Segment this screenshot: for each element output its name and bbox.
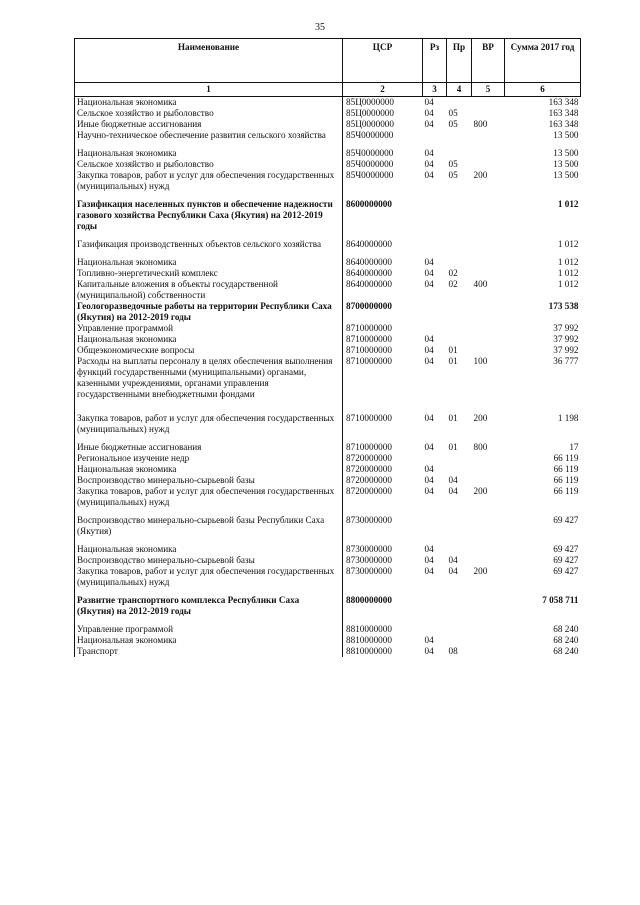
row-rz — [423, 239, 447, 257]
row-pr — [447, 624, 472, 635]
table-row — [75, 356, 581, 413]
table-row — [75, 130, 581, 148]
row-pr — [447, 148, 472, 159]
row-pr: 01 — [448, 413, 458, 423]
row-pr: 08 — [448, 646, 458, 656]
row-csr: 8710000000 — [346, 442, 392, 452]
row-sum: 1 012 — [557, 268, 579, 278]
row-name: Национальная экономика — [75, 97, 343, 109]
row-sum: 66 119 — [553, 453, 579, 463]
column-number: 6 — [505, 83, 581, 97]
row-rz: 04 — [424, 486, 434, 496]
row-sum: 1 012 — [557, 199, 579, 209]
row-sum: 69 427 — [553, 515, 579, 525]
row-csr: 8600000000 — [346, 199, 392, 209]
row-vr — [472, 239, 505, 257]
row-name: Воспроизводство минерально-сырьевой базы — [75, 555, 343, 566]
row-sum: 36 777 — [553, 356, 579, 366]
row-vr — [472, 159, 505, 170]
table-row — [75, 199, 581, 239]
row-rz: 04 — [424, 119, 434, 129]
row-name: Транспорт — [75, 646, 343, 657]
row-csr: 8640000000 — [346, 268, 392, 278]
row-name: Иные бюджетные ассигнования — [75, 119, 343, 130]
row-sum: 68 240 — [553, 646, 579, 656]
row-rz — [423, 453, 447, 464]
row-name: Газификация производственных объектов сельского хозяйства — [75, 239, 343, 257]
row-sum: 66 119 — [553, 486, 579, 496]
row-csr: 8710000000 — [346, 323, 392, 333]
row-vr — [472, 108, 505, 119]
row-vr: 400 — [473, 279, 488, 289]
row-rz: 04 — [424, 464, 434, 474]
row-vr — [472, 97, 505, 109]
row-rz: 04 — [424, 566, 434, 576]
row-name: Национальная экономика — [75, 635, 343, 646]
row-pr — [447, 257, 472, 268]
row-pr — [447, 544, 472, 555]
row-csr: 85Ц0000000 — [346, 108, 394, 118]
row-pr: 02 — [448, 279, 458, 289]
row-csr: 8810000000 — [346, 646, 392, 656]
row-name: Национальная экономика — [75, 544, 343, 555]
row-csr: 8730000000 — [346, 566, 392, 576]
column-number: 1 — [75, 83, 343, 97]
table-row — [75, 119, 581, 130]
row-name: Научно-техническое обеспечение развития сельского хозяйства — [75, 130, 343, 148]
row-sum: 7 058 711 — [542, 595, 579, 605]
row-vr — [472, 334, 505, 345]
row-rz — [423, 301, 447, 323]
row-rz: 04 — [424, 97, 434, 107]
row-rz: 04 — [424, 544, 434, 554]
row-sum: 37 992 — [553, 345, 579, 355]
row-rz — [423, 595, 447, 624]
column-number: 3 — [423, 83, 447, 97]
row-sum: 69 427 — [553, 566, 579, 576]
table-row — [75, 279, 581, 301]
row-vr — [472, 323, 505, 334]
table-row — [75, 97, 581, 109]
row-vr: 200 — [473, 566, 488, 576]
row-rz: 04 — [424, 148, 434, 158]
row-sum: 37 992 — [553, 334, 579, 344]
row-vr — [472, 624, 505, 635]
column-number: 4 — [447, 83, 472, 97]
row-csr: 8720000000 — [346, 464, 392, 474]
row-name: Управление программой — [75, 624, 343, 635]
row-csr: 8640000000 — [346, 239, 392, 249]
page-number: 35 — [315, 22, 325, 33]
row-pr: 04 — [448, 566, 458, 576]
table-row — [75, 301, 581, 323]
row-pr: 04 — [448, 555, 458, 565]
row-vr — [472, 464, 505, 475]
row-vr — [472, 301, 505, 323]
row-name: Закупка товаров, работ и услуг для обеспечения государственных (муниципальных) нужд — [75, 486, 343, 515]
row-name: Закупка товаров, работ и услуг для обеспечения государственных (муниципальных) нужд — [75, 566, 343, 595]
row-csr: 8710000000 — [346, 334, 392, 344]
row-csr: 85Ч0000000 — [346, 159, 394, 169]
row-rz: 04 — [424, 635, 434, 645]
table-row — [75, 544, 581, 555]
row-vr — [472, 475, 505, 486]
row-csr: 8810000000 — [346, 624, 392, 634]
budget-table — [74, 38, 581, 657]
column-number: 2 — [343, 83, 423, 97]
row-pr: 01 — [448, 345, 458, 355]
row-sum: 68 240 — [553, 635, 579, 645]
row-rz — [423, 515, 447, 544]
row-sum: 1 012 — [557, 257, 579, 267]
row-sum: 66 119 — [553, 464, 579, 474]
row-vr — [472, 268, 505, 279]
row-sum: 13 500 — [553, 170, 579, 180]
row-csr: 8730000000 — [346, 515, 392, 525]
row-rz: 04 — [424, 356, 434, 366]
row-name: Национальная экономика — [75, 148, 343, 159]
row-sum: 37 992 — [553, 323, 579, 333]
row-pr — [447, 301, 472, 323]
row-pr: 02 — [448, 268, 458, 278]
row-vr — [472, 646, 505, 657]
table-row — [75, 345, 581, 356]
row-pr — [447, 130, 472, 148]
row-csr: 8710000000 — [346, 356, 392, 366]
row-vr: 800 — [473, 442, 488, 452]
row-csr: 8800000000 — [346, 595, 392, 605]
row-csr: 8710000000 — [346, 345, 392, 355]
row-pr — [447, 239, 472, 257]
row-csr: 85Ц0000000 — [346, 97, 394, 107]
row-pr — [447, 323, 472, 334]
table-row — [75, 635, 581, 646]
header-vr: ВР — [472, 39, 505, 83]
row-vr: 100 — [473, 356, 488, 366]
row-rz: 04 — [424, 170, 434, 180]
column-number-row — [75, 83, 581, 97]
row-name: Сельское хозяйство и рыболовство — [75, 108, 343, 119]
row-vr — [472, 148, 505, 159]
row-sum: 17 — [569, 442, 579, 452]
row-vr — [472, 199, 505, 239]
row-name: Воспроизводство минерально-сырьевой базы — [75, 475, 343, 486]
table-header-row — [75, 39, 581, 83]
row-sum: 13 500 — [553, 130, 579, 140]
header-csr: ЦСР — [343, 39, 423, 83]
header-pr: Пр — [447, 39, 472, 83]
row-rz: 04 — [424, 646, 434, 656]
row-rz: 04 — [424, 159, 434, 169]
table-row — [75, 148, 581, 159]
row-rz — [423, 323, 447, 334]
row-rz: 04 — [424, 442, 434, 452]
row-pr — [447, 515, 472, 544]
row-csr: 85Ц0000000 — [346, 119, 394, 129]
row-name: Национальная экономика — [75, 334, 343, 345]
row-sum: 13 500 — [553, 159, 579, 169]
row-pr — [447, 334, 472, 345]
row-vr — [472, 130, 505, 148]
row-csr: 8810000000 — [346, 635, 392, 645]
table-row — [75, 453, 581, 464]
header-rz: Рз — [423, 39, 447, 83]
row-csr: 8720000000 — [346, 486, 392, 496]
table-row — [75, 170, 581, 199]
row-pr — [447, 199, 472, 239]
row-csr: 8720000000 — [346, 475, 392, 485]
row-rz — [423, 130, 447, 148]
table-row — [75, 442, 581, 453]
row-sum: 163 348 — [548, 108, 579, 118]
row-rz — [423, 624, 447, 635]
row-name: Геологоразведочные работы на территории Республики Саха (Якутия) на 2012-2019 годы — [75, 301, 343, 323]
row-pr: 05 — [448, 108, 458, 118]
row-pr: 05 — [448, 159, 458, 169]
table-row — [75, 515, 581, 544]
table-row — [75, 464, 581, 475]
row-rz: 04 — [424, 257, 434, 267]
row-name: Капитальные вложения в объекты государственной (муниципальной) собственности — [75, 279, 343, 301]
table-row — [75, 486, 581, 515]
row-vr — [472, 555, 505, 566]
row-sum: 13 500 — [553, 148, 579, 158]
row-name: Закупка товаров, работ и услуг для обеспечения государственных (муниципальных) нужд — [75, 413, 343, 442]
row-vr — [472, 345, 505, 356]
table-row — [75, 239, 581, 257]
row-name: Управление программой — [75, 323, 343, 334]
row-rz: 04 — [424, 268, 434, 278]
row-rz: 04 — [424, 555, 434, 565]
row-sum: 163 348 — [548, 119, 579, 129]
row-vr — [472, 257, 505, 268]
row-vr — [472, 453, 505, 464]
row-csr: 8640000000 — [346, 257, 392, 267]
table-row — [75, 159, 581, 170]
table-row — [75, 257, 581, 268]
row-name: Региональное изучение недр — [75, 453, 343, 464]
row-pr — [447, 595, 472, 624]
row-vr: 200 — [473, 170, 488, 180]
row-csr: 8720000000 — [346, 453, 392, 463]
row-name: Воспроизводство минерально-сырьевой базы Республики Саха (Якутия) — [75, 515, 343, 544]
row-pr — [447, 464, 472, 475]
row-name: Национальная экономика — [75, 257, 343, 268]
row-sum: 1 012 — [557, 239, 579, 249]
row-name: Развитие транспортного комплекса Республики Саха (Якутия) на 2012-2019 годы — [75, 595, 343, 624]
row-pr — [447, 635, 472, 646]
row-name: Газификация населенных пунктов и обеспечение надежности газового хозяйства Республики Саха (Якутия) на 2012-2019 годы — [75, 199, 343, 239]
table-row — [75, 624, 581, 635]
row-sum: 1 012 — [557, 279, 579, 289]
row-csr: 85Ч0000000 — [346, 130, 394, 140]
row-vr — [472, 635, 505, 646]
row-vr: 200 — [473, 486, 488, 496]
row-vr — [472, 544, 505, 555]
row-name: Национальная экономика — [75, 464, 343, 475]
row-rz: 04 — [424, 279, 434, 289]
row-sum: 68 240 — [553, 624, 579, 634]
header-name: Наименование — [75, 39, 343, 83]
row-sum: 173 538 — [548, 301, 579, 311]
row-vr — [472, 595, 505, 624]
row-csr: 8710000000 — [346, 413, 392, 423]
row-pr: 01 — [448, 356, 458, 366]
row-sum: 69 427 — [553, 555, 579, 565]
table-row — [75, 323, 581, 334]
table-row — [75, 475, 581, 486]
row-vr: 800 — [473, 119, 488, 129]
table-row — [75, 334, 581, 345]
row-name: Расходы на выплаты персоналу в целях обеспечения выполнения функций государственными (муниципальными) органами, казенными учреждениями, органами управления государственными внебюджетными фондами — [75, 356, 343, 413]
row-name: Топливно-энергетический комплекс — [75, 268, 343, 279]
row-csr: 8700000000 — [346, 301, 392, 311]
row-csr: 85Ч0000000 — [346, 148, 394, 158]
header-sum: Сумма 2017 год — [505, 39, 581, 83]
row-pr: 05 — [448, 170, 458, 180]
row-csr: 8640000000 — [346, 279, 392, 289]
row-name: Иные бюджетные ассигнования — [75, 442, 343, 453]
row-pr: 04 — [448, 486, 458, 496]
table-row — [75, 595, 581, 624]
row-sum: 163 348 — [548, 97, 579, 107]
table-row — [75, 413, 581, 442]
row-pr: 05 — [448, 119, 458, 129]
table-row — [75, 268, 581, 279]
row-sum: 66 119 — [553, 475, 579, 485]
row-rz: 04 — [424, 334, 434, 344]
row-csr: 8730000000 — [346, 544, 392, 554]
table-row — [75, 555, 581, 566]
row-vr — [472, 515, 505, 544]
row-rz: 04 — [424, 475, 434, 485]
row-rz: 04 — [424, 345, 434, 355]
row-name: Сельское хозяйство и рыболовство — [75, 159, 343, 170]
row-sum: 69 427 — [553, 544, 579, 554]
row-name: Общеэкономические вопросы — [75, 345, 343, 356]
table-row — [75, 566, 581, 595]
row-vr: 200 — [473, 413, 488, 423]
row-pr — [447, 97, 472, 109]
row-rz — [423, 199, 447, 239]
row-rz: 04 — [424, 413, 434, 423]
row-csr: 85Ч0000000 — [346, 170, 394, 180]
column-number: 5 — [472, 83, 505, 97]
table-row — [75, 108, 581, 119]
row-sum: 1 198 — [557, 413, 579, 423]
row-pr: 04 — [448, 475, 458, 485]
row-csr: 8730000000 — [346, 555, 392, 565]
row-name: Закупка товаров, работ и услуг для обеспечения государственных (муниципальных) нужд — [75, 170, 343, 199]
table-row — [75, 646, 581, 657]
row-pr — [447, 453, 472, 464]
row-pr: 01 — [448, 442, 458, 452]
table-body — [75, 97, 581, 658]
row-rz: 04 — [424, 108, 434, 118]
